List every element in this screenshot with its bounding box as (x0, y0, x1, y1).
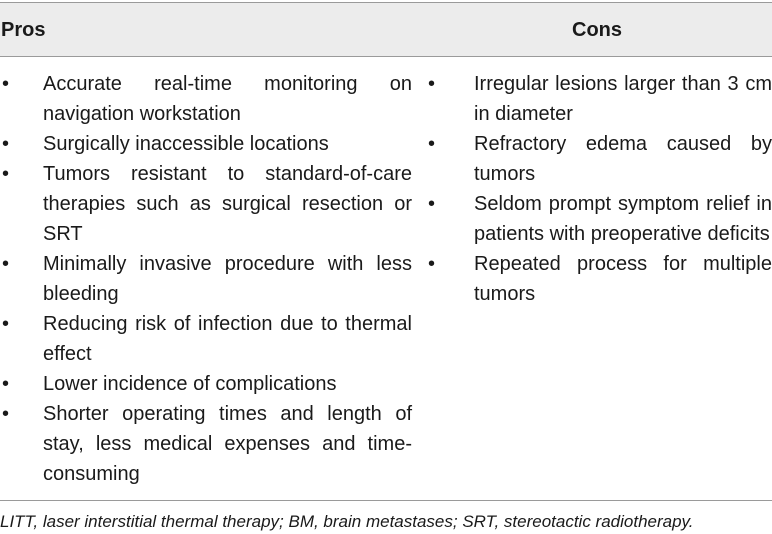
pros-item-text: Lower incidence of complications (43, 373, 337, 395)
bullet-icon: • (428, 253, 436, 275)
pros-list-item (0, 159, 412, 249)
pros-item-text: Accurate real-time monitoring on navigation workstation (43, 73, 412, 125)
bullet-icon: • (2, 373, 10, 395)
bullet-icon: • (2, 73, 10, 95)
cons-item-text: Repeated process for multiple tumors (474, 253, 772, 305)
cons-item-text: Irregular lesions larger than 3 cm in diameter (474, 73, 772, 125)
header-bottom-rule (0, 56, 772, 57)
pros-item-text: Shorter operating times and length of stay, less medical expenses and time-consuming (43, 403, 412, 485)
cons-list-item (428, 189, 772, 249)
cons-column-header: Cons (572, 19, 622, 41)
pros-item-text: Reducing risk of infection due to thermal effect (43, 313, 412, 365)
cons-item-text: Seldom prompt symptom relief in patients with preoperative deficits (474, 193, 772, 245)
table-bottom-rule (0, 500, 772, 501)
pros-item-text: Surgically inaccessible locations (43, 133, 329, 155)
bullet-icon: • (428, 73, 436, 95)
cons-list (428, 69, 772, 309)
bullet-icon: • (2, 163, 10, 185)
bullet-icon: • (428, 133, 436, 155)
cons-list-item (428, 69, 772, 129)
bullet-icon: • (2, 133, 10, 155)
pros-list-item (0, 69, 412, 129)
pros-list (0, 69, 412, 489)
bullet-icon: • (2, 313, 10, 335)
pros-column-header: Pros (1, 19, 46, 41)
pros-list-item (0, 399, 412, 489)
pros-item-text: Minimally invasive procedure with less bleeding (43, 253, 412, 305)
pros-list-item (0, 249, 412, 309)
pros-list-item (0, 369, 412, 399)
cons-list-item (428, 129, 772, 189)
bullet-icon: • (2, 403, 10, 425)
bullet-icon: • (428, 193, 436, 215)
cons-item-text: Refractory edema caused by tumors (474, 133, 772, 185)
cons-list-item (428, 249, 772, 309)
pros-item-text: Tumors resistant to standard-of-care therapies such as surgical resection or SRT (43, 163, 412, 245)
pros-list-item (0, 129, 412, 159)
pros-list-item (0, 309, 412, 369)
table-header-row (0, 3, 772, 56)
bullet-icon: • (2, 253, 10, 275)
table-footnote: LITT, laser interstitial thermal therapy; BM, brain metastases; SRT, stereotactic radiotherapy. (0, 512, 694, 531)
